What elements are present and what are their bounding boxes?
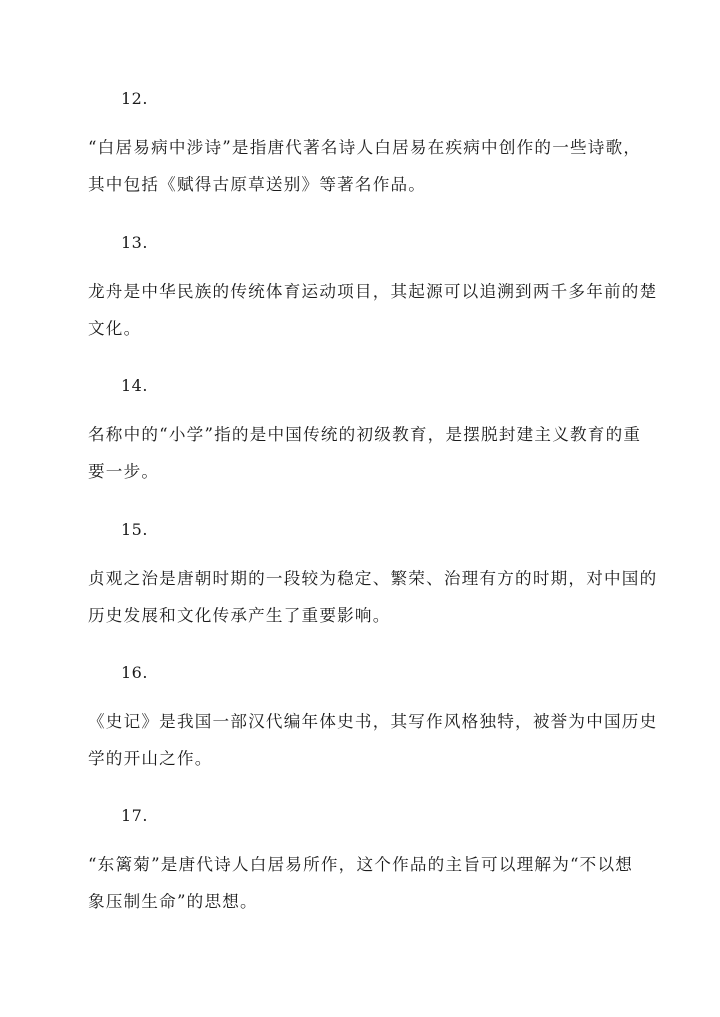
text-line: 要一步。 bbox=[88, 462, 160, 481]
text-line: 贞观之治是唐朝时期的一段较为稳定、繁荣、治理有方的时期，对中国的 bbox=[88, 569, 658, 588]
question-text bbox=[88, 703, 658, 777]
text-line: 名称中的“小学”指的是中国传统的初级教育，是摆脱封建主义教育的重 bbox=[88, 425, 642, 444]
question-text bbox=[88, 129, 642, 203]
question-text bbox=[88, 846, 638, 920]
question-text bbox=[88, 560, 658, 634]
text-line: 《史记》是我国一部汉代编年体史书，其写作风格独特，被誉为中国历史 bbox=[88, 712, 658, 731]
question-text bbox=[88, 416, 642, 490]
text-line: “东篱菊”是唐代诗人白居易所作，这个作品的主旨可以理解为“不以想 bbox=[88, 855, 634, 874]
question-number: 13. bbox=[121, 233, 148, 252]
question-text bbox=[88, 273, 658, 347]
text-line: 历史发展和文化传承产生了重要影响。 bbox=[88, 606, 391, 625]
text-line: “白居易病中涉诗”是指唐代著名诗人白居易在疾病中创作的一些诗歌， bbox=[88, 138, 642, 157]
text-line: 文化。 bbox=[88, 319, 142, 338]
question-number: 14. bbox=[121, 376, 148, 395]
text-line: 其中包括《赋得古原草送别》等著名作品。 bbox=[88, 175, 427, 194]
text-line: 龙舟是中华民族的传统体育运动项目，其起源可以追溯到两千多年前的楚 bbox=[88, 282, 658, 301]
question-number: 17. bbox=[121, 806, 148, 825]
text-line: 象压制生命”的思想。 bbox=[88, 892, 258, 911]
question-number: 15. bbox=[121, 520, 148, 539]
question-number: 12. bbox=[121, 89, 148, 108]
question-number: 16. bbox=[121, 663, 148, 682]
text-line: 学的开山之作。 bbox=[88, 749, 213, 768]
